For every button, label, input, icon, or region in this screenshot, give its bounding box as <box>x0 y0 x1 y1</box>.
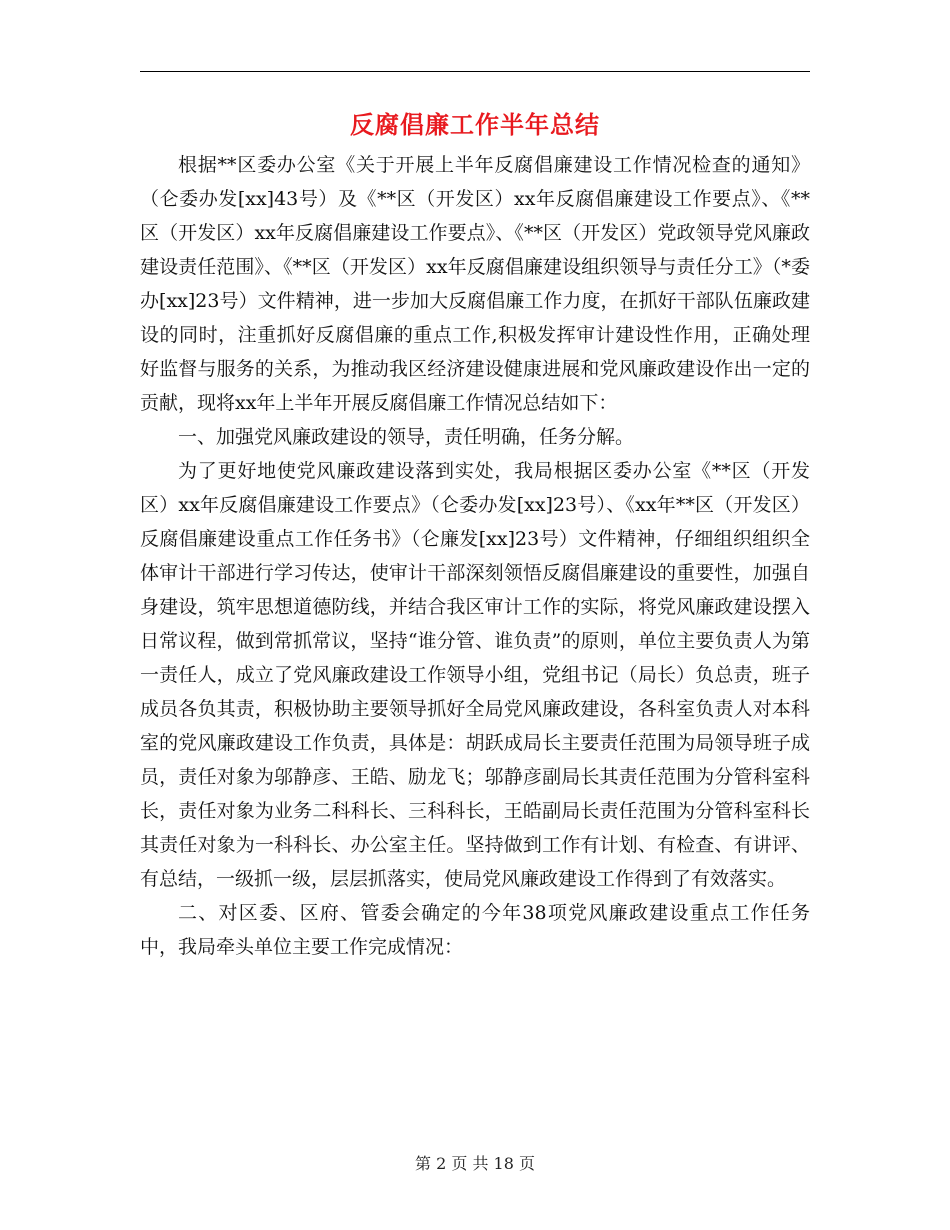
header-rule <box>140 71 810 72</box>
intro-paragraph: 根据**区委办公室《关于开展上半年反腐倡廉建设工作情况检查的通知》（仑委办发[xx]43号）及《**区（开发区）xx年反腐倡廉建设工作要点》、《**区（开发区）xx年反腐倡廉建设工作要点》、《**区（开发区）党政领导党风廉政建设责任范围》、《**区（开发区）xx年反腐倡廉建设组织领导与责任分工》（*委办[xx]23号）文件精神，进一步加大反腐倡廉工作力度，在抓好干部队伍廉政建设的同时，注重抓好反腐倡廉的重点工作,积极发挥审计建设性作用，正确处理好监督与服务的关系，为推动我区经济建设健康进展和党风廉政建设作出一定的贡献，现将xx年上半年开展反腐倡廉工作情况总结如下： <box>140 154 810 414</box>
page-number: 第 2 页 共 18 页 <box>415 1154 535 1173</box>
section-two-heading: 二、对区委、区府、管委会确定的今年38项党风廉政建设重点工作任务中，我局牵头单位主要工作完成情况： <box>140 902 810 958</box>
document-body <box>140 148 810 964</box>
section-one-paragraph: 为了更好地使党风廉政建设落到实处，我局根据区委办公室《**区（开发区）xx年反腐倡廉建设工作要点》（仑委办发[xx]23号）、《xx年**区（开发区）反腐倡廉建设重点工作任务书》（仑廉发[xx]23号）文件精神，仔细组织组织全体审计干部进行学习传达，使审计干部深刻领悟反腐倡廉建设的重要性，加强自身建设，筑牢思想道德防线，并结合我区审计工作的实际，将党风廉政建设摆入日常议程，做到常抓常议，坚持“谁分管、谁负责”的原则，单位主要负责人为第一责任人，成立了党风廉政建设工作领导小组，党组书记（局长）负总责，班子成员各负其责，积极协助主要领导抓好全局党风廉政建设，各科室负责人对本科室的党风廉政建设工作负责，具体是：胡跃成局长主要责任范围为局领导班子成员，责任对象为邬静彦、王皓、励龙飞；邬静彦副局长其责任范围为分管科室科长，责任对象为业务二科科长、三科科长，王皓副局长责任范围为分管科室科长其责任对象为一科科长、办公室主任。坚持做到工作有计划、有检查、有讲评、有总结，一级抓一级，层层抓落实，使局党风廉政建设工作得到了有效落实。 <box>140 460 810 890</box>
section-one-heading: 一、加强党风廉政建设的领导，责任明确，任务分解。 <box>178 426 635 448</box>
document-title: 反腐倡廉工作半年总结 <box>350 110 600 139</box>
